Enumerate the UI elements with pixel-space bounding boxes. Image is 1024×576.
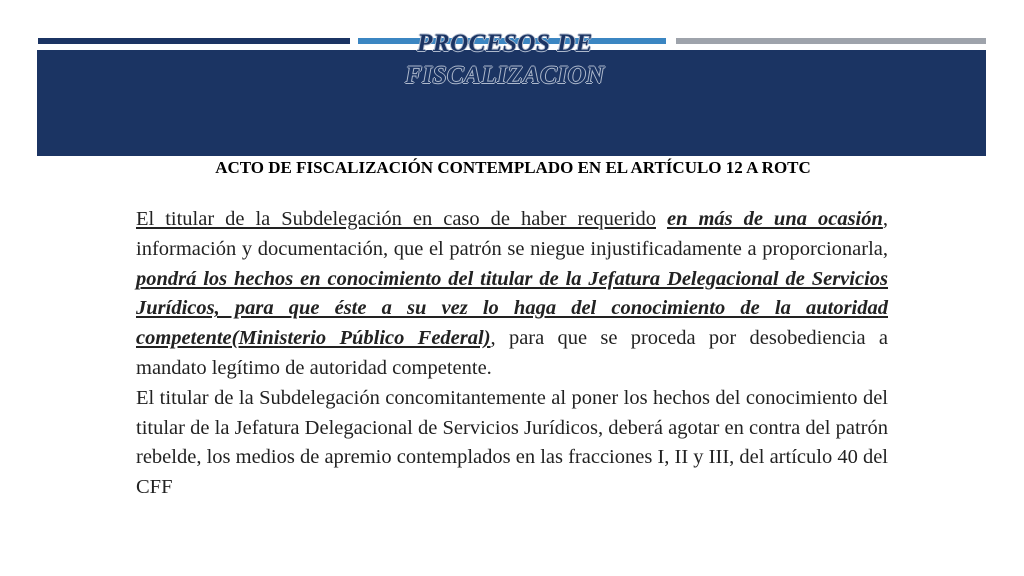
p1-underlined-text: El titular de la Subdelegación en caso de haber requerido [136,208,656,230]
paragraph-2: El titular de la Subdelegación concomitantemente al poner los hechos del conocimiento del titular de la Jefatura Delegacional de Servicios Jurídicos, deberá agotar en contra del patrón rebelde, los medios de apremio contemplados en las fracciones I, II y III, del artículo 40 del CFF [136,386,888,499]
title-line-1: PROCESOS DE [417,30,593,57]
paragraph-1 [136,205,888,384]
slide-body [136,205,888,503]
p1-text-2: , para que se proceda por desobediencia a mandato legítimo de autoridad competente. [136,327,888,379]
title-line-2: FISCALIZACION [405,62,605,89]
p1-emphasis-1: en más de una ocasión [666,208,883,230]
slide-title [340,28,670,92]
p1-text-1: , información y documentación, que el patrón se niegue injustificadamente a proporcionarla, [136,208,889,260]
slide-subtitle: ACTO DE FISCALIZACIÓN CONTEMPLADO EN EL ARTÍCULO 12 A ROTC [215,158,811,177]
p1-emphasis-2: pondrá los hechos en conocimiento del titular de la Jefatura Delegacional de Servicios Jurídicos, para que éste a su vez lo haga del conocimiento de la autoridad competente(Ministerio Público Federal) [136,267,888,350]
header-stripe-left [38,38,350,44]
header-stripe-right [676,38,986,44]
